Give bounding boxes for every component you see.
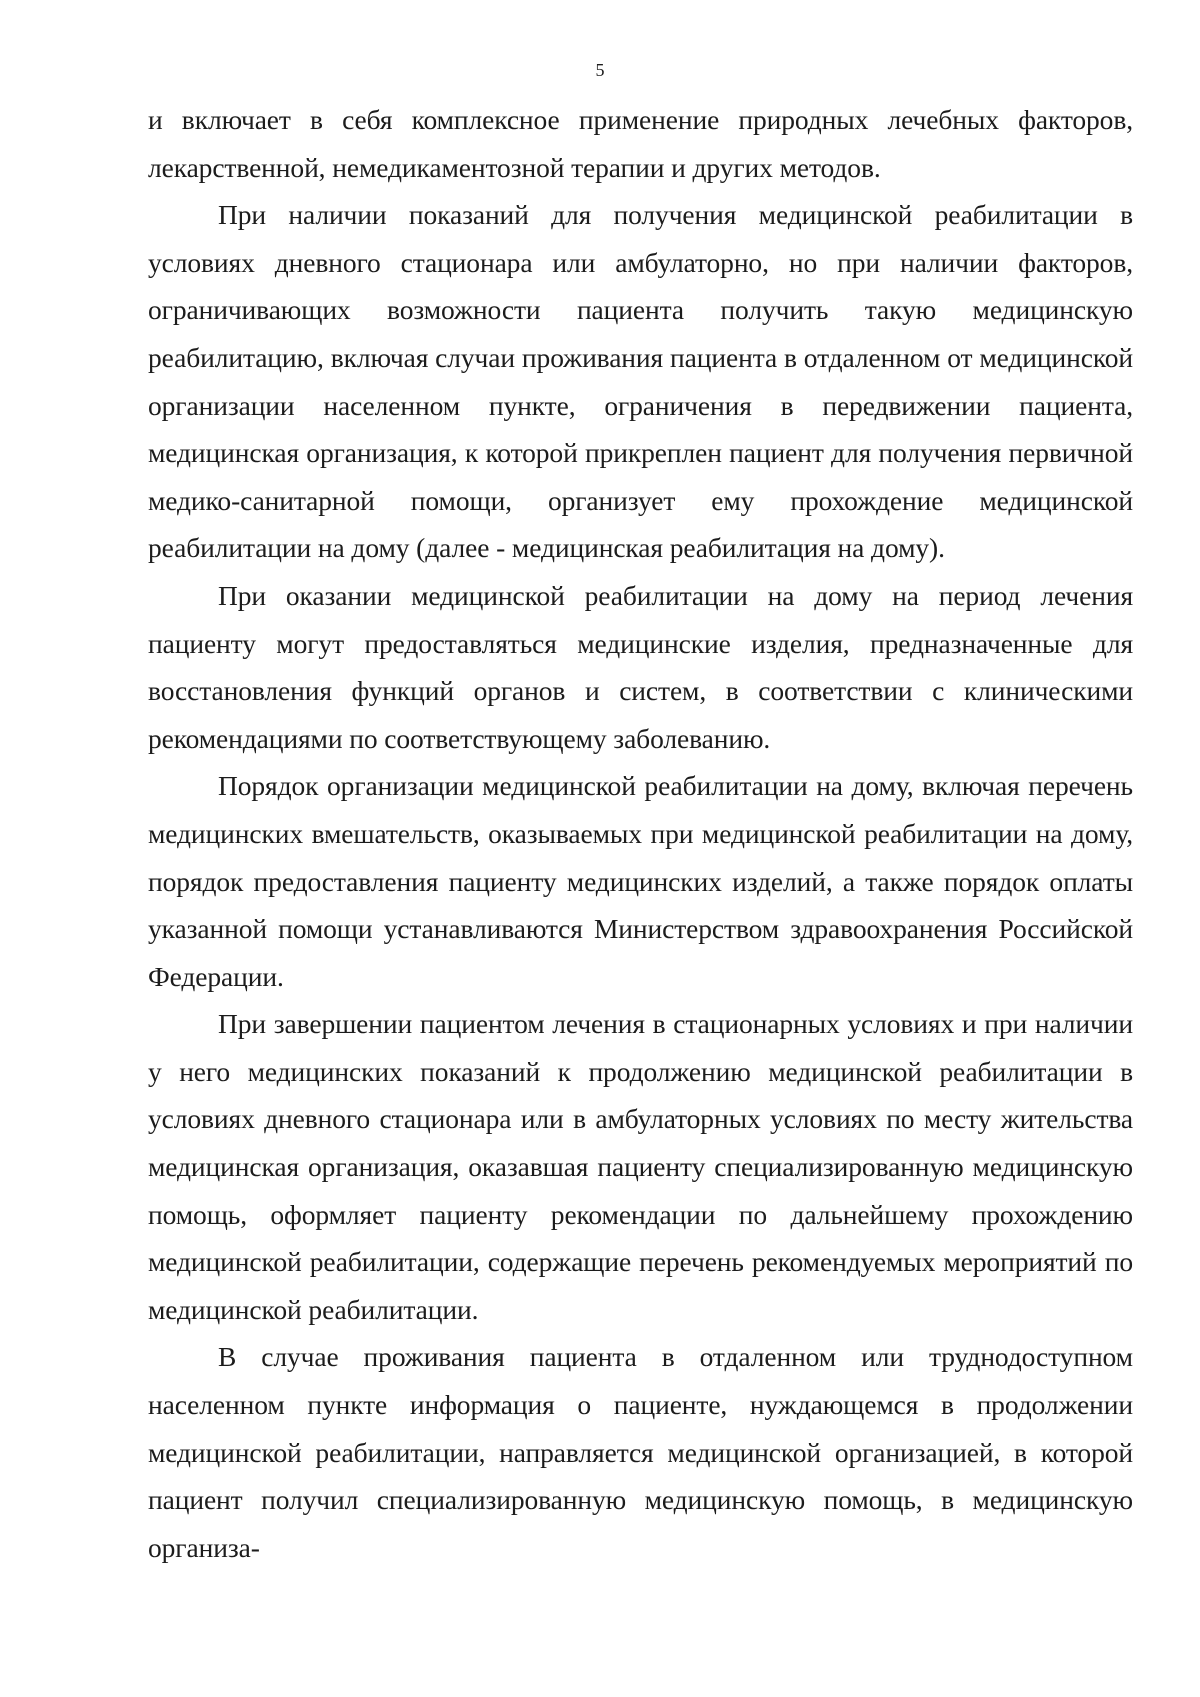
page-number: 5 [595,60,605,80]
paragraph: и включает в себя комплексное применение природных лечебных факторов, лекарственной, немедикаментозной терапии и других методов. [148,104,1133,183]
paragraph: При оказании медицинской реабилитации на дому на период лечения пациенту могут предоставляться медицинские изделия, предназначенные для восстановления функций органов и систем, в соответствии с клиническими рекомендациями по соответствующему заболеванию. [148,579,1133,754]
paragraph: При завершении пациентом лечения в стационарных условиях и при наличии у него медицинских показаний к продолжению медицинской реабилитации в условиях дневного стационара или в амбулаторных условиях по месту жительства медицинская организация, оказавшая пациенту специализированную медицинскую помощь, оформляет пациенту рекомендации по дальнейшему прохождению медицинской реабилитации, содержащие перечень рекомендуемых мероприятий по медицинской реабилитации. [148,1008,1133,1325]
paragraph: При наличии показаний для получения медицинской реабилитации в условиях дневного стационара или амбулаторно, но при наличии факторов, ограничивающих возможности пациента получить такую медицинскую реабилитацию, включая случаи проживания пациента в отдаленном от медицинской организации населенном пункте, ограничения в передвижении пациента, медицинская организация, к которой прикреплен пациент для получения первичной медико-санитарной помощи, организует ему прохождение медицинской реабилитации на дому (далее - медицинская реабилитация на дому). [148,199,1133,564]
body-text [148,96,1133,1571]
paragraph: Порядок организации медицинской реабилитации на дому, включая перечень медицинских вмешательств, оказываемых при медицинской реабилитации на дому, порядок предоставления пациенту медицинских изделий, а также порядок оплаты указанной помощи устанавливаются Министерством здравоохранения Российской Федерации. [148,770,1133,992]
paragraph: В случае проживания пациента в отдаленном или труднодоступном населенном пункте информация о пациенте, нуждающемся в продолжении медицинской реабилитации, направляется медицинской организацией, в которой пациент получил специализированную медицинскую помощь, в медицинскую организа- [148,1341,1133,1563]
